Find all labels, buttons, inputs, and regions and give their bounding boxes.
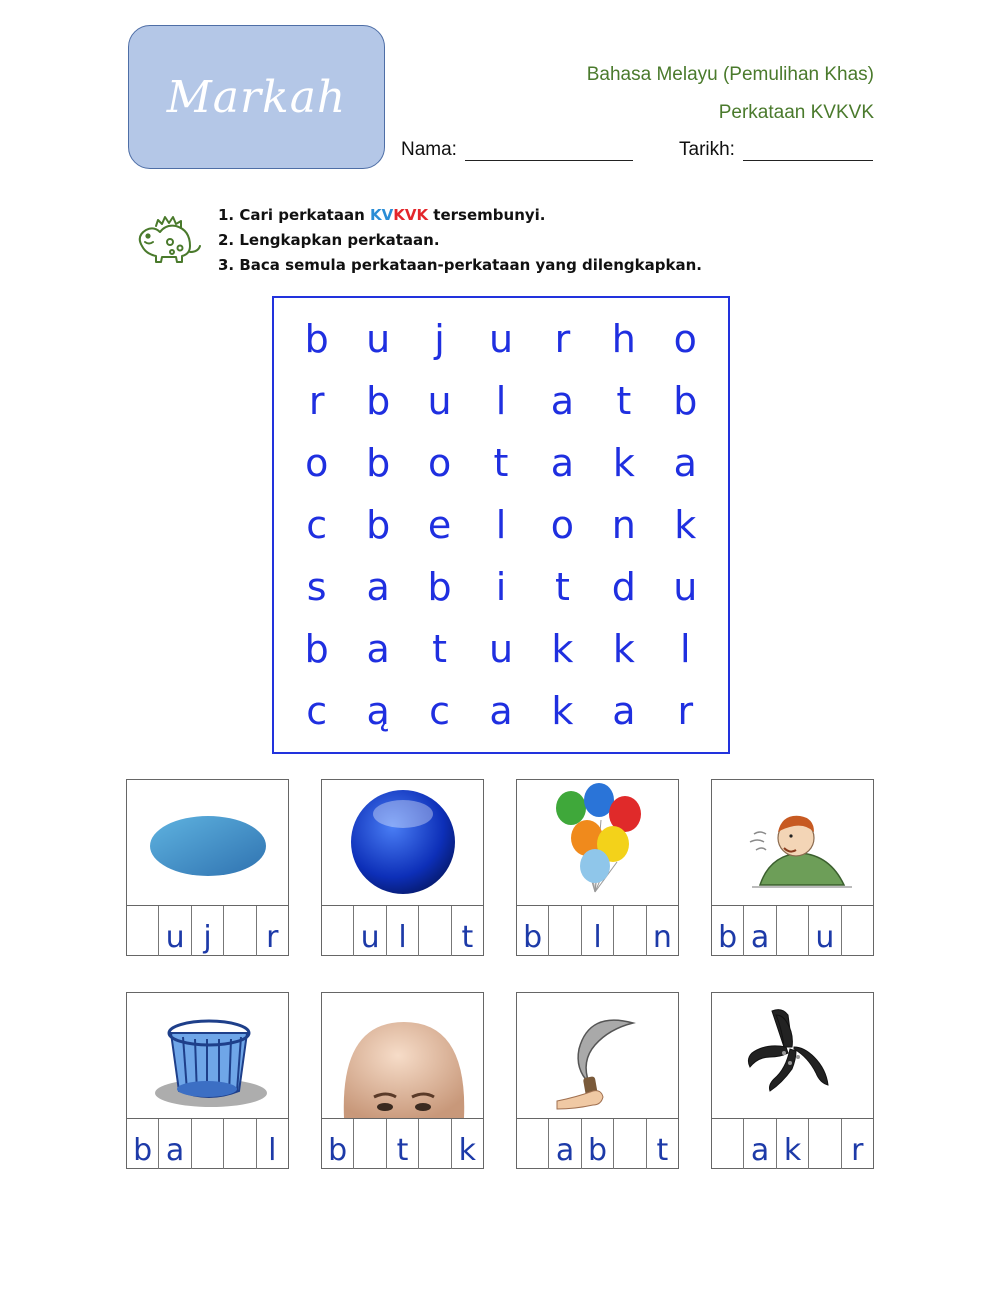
given-letter: b xyxy=(712,906,744,956)
grid-letter[interactable]: b xyxy=(304,627,329,671)
grid-letter[interactable]: k xyxy=(612,627,635,671)
given-letter: r xyxy=(266,920,279,955)
given-letter: t xyxy=(387,1119,419,1169)
grid-letter[interactable]: n xyxy=(611,503,636,547)
dinosaur-icon xyxy=(132,206,202,268)
grid-letter[interactable]: a xyxy=(366,565,390,609)
blank-letter-box[interactable] xyxy=(322,906,354,956)
grid-letter[interactable]: a xyxy=(550,441,575,485)
given-letter: a xyxy=(159,1119,191,1169)
grid-letter[interactable]: c xyxy=(306,503,328,547)
grid-letter[interactable]: o xyxy=(673,317,697,361)
grid-letter[interactable]: j xyxy=(434,317,445,361)
grid-letter[interactable]: c xyxy=(306,689,328,733)
blank-letter-box[interactable] xyxy=(354,1119,386,1169)
claw-icon xyxy=(712,993,873,1118)
given-letter: b xyxy=(582,1119,614,1169)
picture-balloons xyxy=(517,780,678,905)
given-letter: k xyxy=(777,1119,809,1169)
given-letter: j xyxy=(192,906,224,956)
grid-letter[interactable]: l xyxy=(495,503,507,547)
grid-letter[interactable]: k xyxy=(551,627,574,671)
grid-letter[interactable]: l xyxy=(495,379,507,423)
subject-title: Bahasa Melayu (Pemulihan Khas) xyxy=(586,64,874,85)
grid-letter[interactable]: e xyxy=(427,503,452,547)
instruction-2: 2. Lengkapkan perkataan. xyxy=(218,231,440,249)
grid-letter[interactable]: d xyxy=(611,565,636,609)
grid-letter[interactable]: k xyxy=(551,689,574,733)
name-line[interactable] xyxy=(465,139,633,161)
grid-letter[interactable]: k xyxy=(674,503,697,547)
given-letter: b xyxy=(322,1119,354,1169)
oval-icon xyxy=(127,780,288,905)
word-card-smell xyxy=(711,779,874,956)
given-letter: a xyxy=(744,1119,776,1169)
given-letter: n xyxy=(652,920,672,955)
blank-letter-box[interactable] xyxy=(549,906,581,956)
blank-letter-box[interactable] xyxy=(809,1119,841,1169)
instruction-kvk: KVK xyxy=(393,206,429,224)
grid-letter[interactable]: t xyxy=(432,627,448,671)
blank-letter-box[interactable] xyxy=(614,906,646,956)
picture-ball xyxy=(322,780,483,905)
date-label: Tarikh: xyxy=(679,139,735,160)
grid-letter[interactable]: o xyxy=(550,503,575,547)
grid-letter[interactable]: b xyxy=(366,441,391,485)
given-letter: t xyxy=(461,920,474,955)
word-card-ball xyxy=(321,779,484,956)
grid-letter[interactable]: o xyxy=(427,441,452,485)
letter-boxes xyxy=(712,905,873,956)
grid-letter[interactable]: b xyxy=(366,379,391,423)
grid-letter[interactable]: i xyxy=(495,565,507,609)
grid-letter[interactable]: u xyxy=(488,317,514,361)
given-letter: u xyxy=(809,906,841,956)
word-search-grid[interactable] xyxy=(272,296,730,754)
grid-letter[interactable]: a xyxy=(366,627,390,671)
instruction-3: 3. Baca semula perkataan-perkataan yang dilengkapkan. xyxy=(218,256,702,274)
given-letter: k xyxy=(458,1133,477,1168)
grid-letter[interactable]: b xyxy=(673,379,698,423)
grid-letter[interactable]: u xyxy=(673,565,698,609)
blank-letter-box[interactable] xyxy=(224,906,256,956)
letter-boxes xyxy=(712,1118,873,1169)
word-card-sickle xyxy=(516,992,679,1169)
balloons-icon xyxy=(517,780,678,905)
blank-letter-box[interactable] xyxy=(127,906,159,956)
grid-letter[interactable]: h xyxy=(611,317,636,361)
date-field[interactable] xyxy=(679,139,873,161)
grid-letter[interactable]: b xyxy=(427,565,452,609)
basket-icon xyxy=(127,993,288,1118)
word-card-bald xyxy=(321,992,484,1169)
picture-basket xyxy=(127,993,288,1118)
grid-letter[interactable]: ą xyxy=(366,689,390,733)
given-letter: r xyxy=(851,1133,864,1168)
grid-letter[interactable]: u xyxy=(488,627,514,671)
word-card-oval xyxy=(126,779,289,956)
blank-letter-box[interactable] xyxy=(419,906,451,956)
blank-letter-box[interactable] xyxy=(777,906,809,956)
picture-claw xyxy=(712,993,873,1118)
grid-letter[interactable]: a xyxy=(550,379,575,423)
grid-letter[interactable]: k xyxy=(612,441,635,485)
given-letter: l xyxy=(387,906,419,956)
letter-boxes xyxy=(322,1118,483,1169)
date-line[interactable] xyxy=(743,139,873,161)
given-letter: u xyxy=(354,906,386,956)
letter-boxes xyxy=(127,1118,288,1169)
blank-letter-box[interactable] xyxy=(192,1119,224,1169)
grid-letter[interactable]: u xyxy=(366,317,391,361)
grid-letter[interactable]: r xyxy=(677,689,694,733)
letter-boxes xyxy=(127,905,288,956)
blank-letter-box[interactable] xyxy=(419,1119,451,1169)
grid-letter[interactable]: t xyxy=(554,565,570,609)
grid-letter[interactable]: c xyxy=(429,689,451,733)
given-letter: b xyxy=(127,1119,159,1169)
grid-letter[interactable]: b xyxy=(366,503,391,547)
blank-letter-box[interactable] xyxy=(712,1119,744,1169)
letter-boxes xyxy=(517,1118,678,1169)
grid-letter[interactable]: t xyxy=(616,379,632,423)
blank-letter-box[interactable] xyxy=(517,1119,549,1169)
instruction-1 xyxy=(218,203,702,228)
name-label: Nama: xyxy=(401,139,457,160)
given-letter: b xyxy=(517,906,549,956)
blank-letter-box[interactable] xyxy=(224,1119,256,1169)
grid-letter[interactable]: a xyxy=(673,441,697,485)
grid-letter[interactable]: l xyxy=(679,627,691,671)
grid-letter[interactable]: a xyxy=(612,689,636,733)
grid-letter[interactable]: r xyxy=(308,379,325,423)
picture-bald xyxy=(322,993,483,1118)
score-box xyxy=(128,25,385,169)
instruction-kv: KV xyxy=(369,206,394,224)
word-card-basket xyxy=(126,992,289,1169)
grid-letter[interactable]: s xyxy=(306,565,327,609)
grid-letter[interactable]: t xyxy=(493,441,509,485)
blank-letter-box[interactable] xyxy=(614,1119,646,1169)
score-label: Markah xyxy=(166,71,347,123)
grid-letter[interactable]: u xyxy=(427,379,452,423)
given-letter: l xyxy=(268,1133,277,1168)
letter-boxes xyxy=(322,905,483,956)
topic-title: Perkataan KVKVK xyxy=(718,102,874,123)
picture-oval xyxy=(127,780,288,905)
given-letter: t xyxy=(656,1133,669,1168)
word-card-balloons xyxy=(516,779,679,956)
given-letter: a xyxy=(744,906,776,956)
given-letter: l xyxy=(582,906,614,956)
sickle-icon xyxy=(517,993,678,1118)
instruction-1-suffix: tersembunyi. xyxy=(428,206,546,224)
instructions xyxy=(218,203,702,278)
grid-letter[interactable]: a xyxy=(489,689,513,733)
given-letter: a xyxy=(549,1119,581,1169)
grid-letter[interactable]: o xyxy=(305,441,329,485)
instruction-1-text: 1. Cari perkataan xyxy=(218,206,370,224)
smelly-boy-icon xyxy=(712,780,873,905)
name-field[interactable] xyxy=(401,139,633,161)
grid-letter[interactable]: b xyxy=(304,317,329,361)
bald-head-icon xyxy=(322,993,483,1118)
grid-letter[interactable]: r xyxy=(554,317,571,361)
picture-sickle xyxy=(517,993,678,1118)
blank-letter-box[interactable] xyxy=(842,906,873,956)
ball-icon xyxy=(322,780,483,905)
picture-smell xyxy=(712,780,873,905)
word-card-claw xyxy=(711,992,874,1169)
letter-boxes xyxy=(517,905,678,956)
given-letter: u xyxy=(159,906,191,956)
